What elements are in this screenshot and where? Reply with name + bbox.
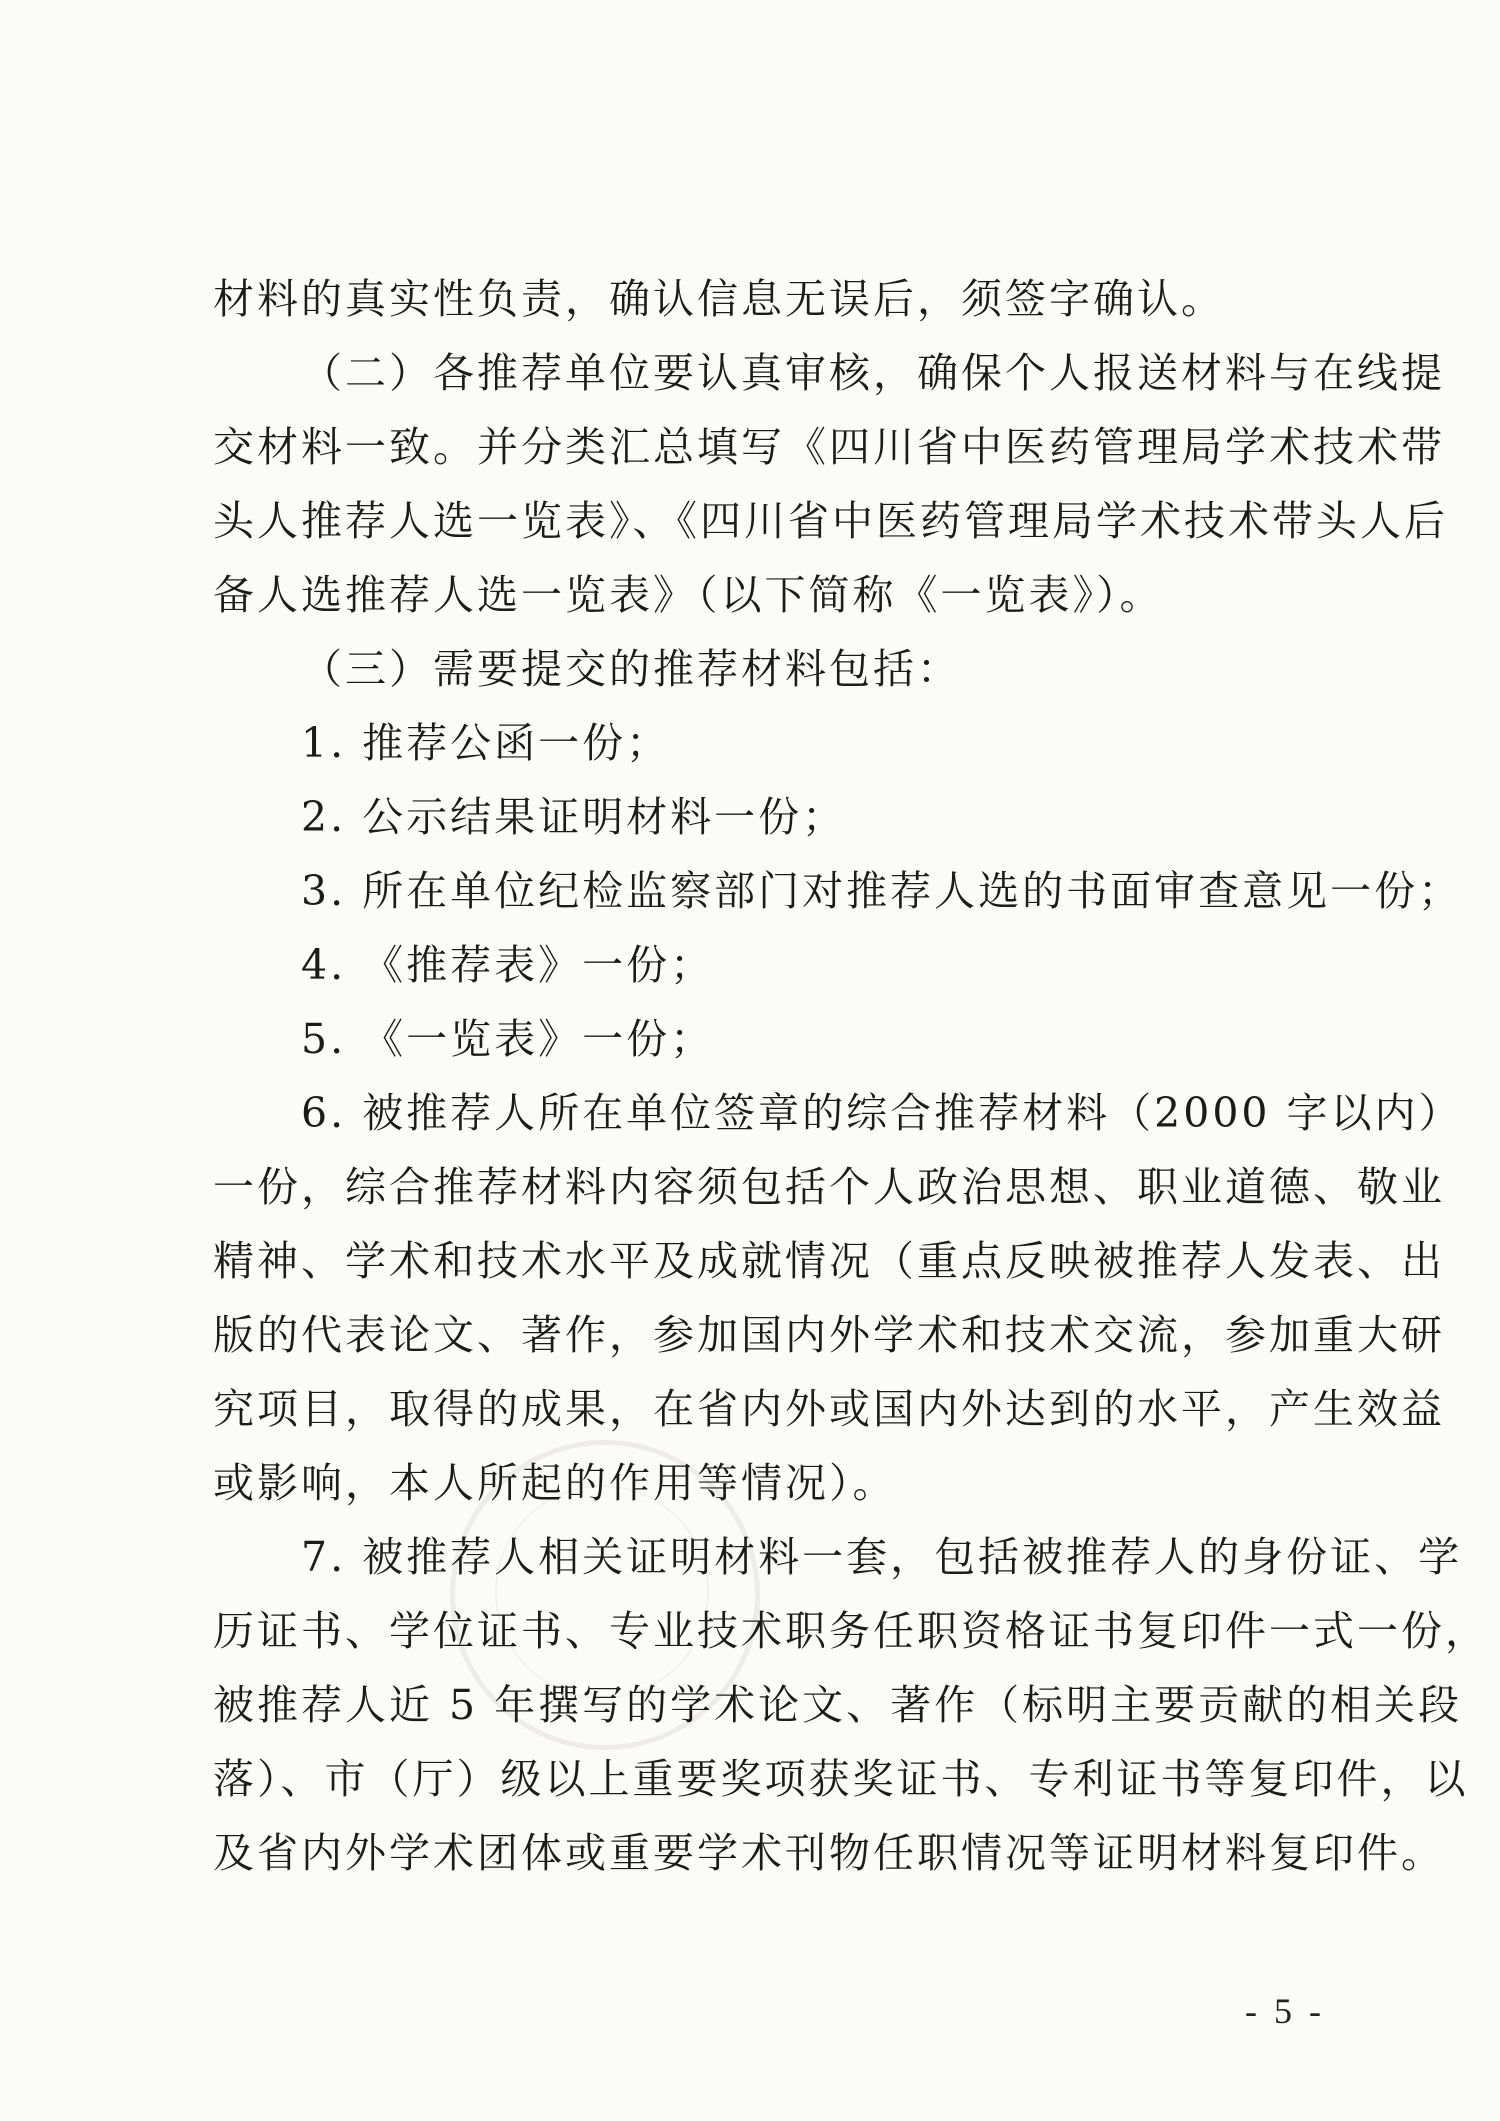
paragraph-line: 交材料一致。并分类汇总填写《四川省中医药管理局学术技术带	[213, 423, 1445, 471]
paragraph-line: 落）、市（厅）级以上重要奖项获奖证书、专利证书等复印件，以	[213, 1755, 1469, 1803]
paragraph-line: 材料的真实性负责，确认信息无误后，须签字确认。	[213, 275, 1225, 323]
paragraph-line: 被推荐人近 5 年撰写的学术论文、著作（标明主要贡献的相关段	[213, 1681, 1463, 1729]
list-item-5: 5. 《一览表》一份；	[301, 1015, 715, 1063]
paragraph-line: 究项目，取得的成果，在省内外或国内外达到的水平，产生效益	[213, 1385, 1445, 1433]
list-item-1: 1. 推荐公函一份；	[301, 719, 671, 767]
list-item-6: 6. 被推荐人所在单位签章的综合推荐材料（2000 字以内）	[301, 1089, 1463, 1137]
page-number: - 5 -	[1245, 1991, 1325, 2031]
list-item-2: 2. 公示结果证明材料一份；	[301, 793, 847, 841]
paragraph-line: （三）需要提交的推荐材料包括：	[301, 645, 961, 693]
paragraph-line: 版的代表论文、著作，参加国内外学术和技术交流，参加重大研	[213, 1311, 1445, 1359]
paragraph-line: 历证书、学位证书、专业技术职务任职资格证书复印件一式一份，	[213, 1607, 1489, 1655]
list-item-7: 7. 被推荐人相关证明材料一套，包括被推荐人的身份证、学	[301, 1533, 1463, 1581]
list-item-4: 4. 《推荐表》一份；	[301, 941, 715, 989]
paragraph-line: 或影响，本人所起的作用等情况）。	[213, 1459, 897, 1507]
paragraph-line: 一份，综合推荐材料内容须包括个人政治思想、职业道德、敬业	[213, 1163, 1445, 1211]
paragraph-line: 备人选推荐人选一览表》（以下简称《一览表》）。	[213, 571, 1164, 619]
paragraph-line: 及省内外学术团体或重要学术刊物任职情况等证明材料复印件。	[213, 1829, 1445, 1877]
paragraph-line: （二）各推荐单位要认真审核，确保个人报送材料与在线提	[301, 349, 1445, 397]
list-item-3: 3. 所在单位纪检监察部门对推荐人选的书面审查意见一份；	[301, 867, 1463, 915]
body-text	[213, 262, 1489, 1890]
paragraph-line: 精神、学术和技术水平及成就情况（重点反映被推荐人发表、出	[213, 1237, 1445, 1285]
paragraph-line: 头人推荐人选一览表》、《四川省中医药管理局学术技术带头人后	[213, 497, 1448, 545]
